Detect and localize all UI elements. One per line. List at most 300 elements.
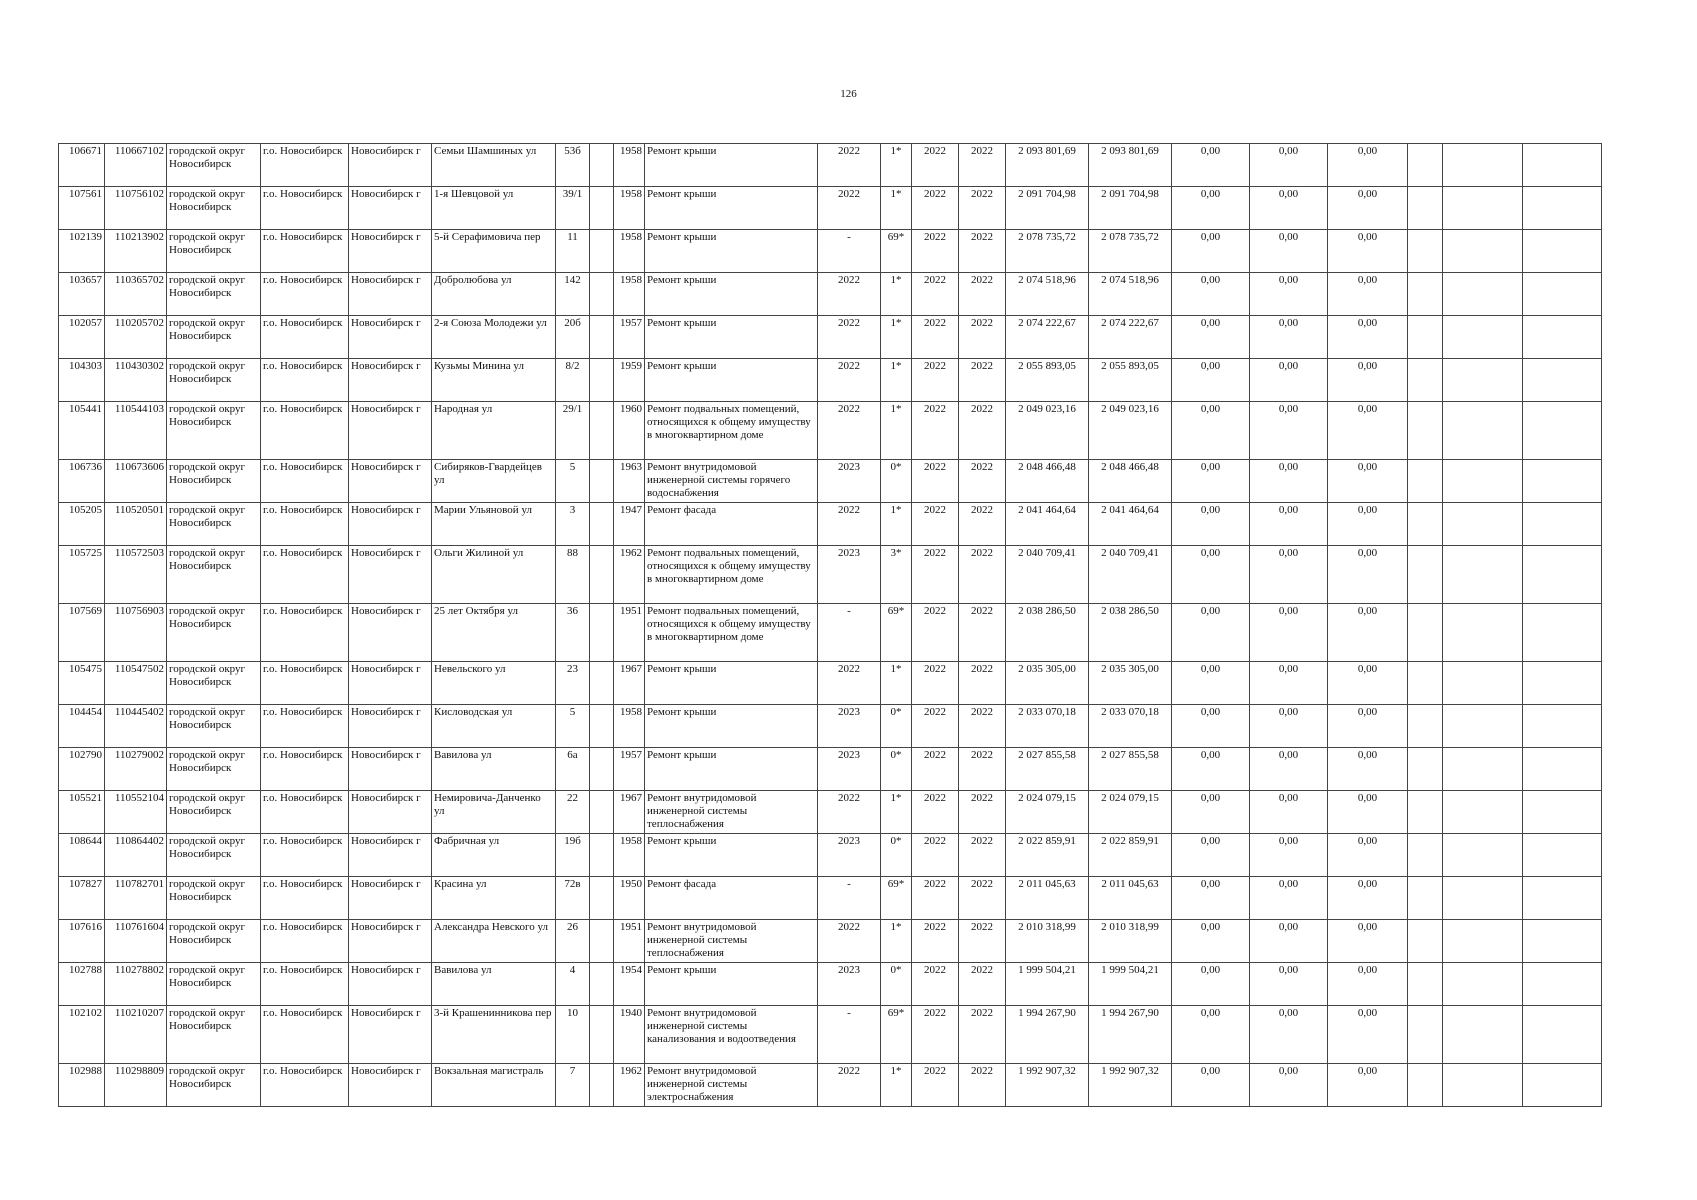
street-cell: Кузьмы Минина ул	[432, 359, 556, 402]
cost-fund-cell: 2 091 704,98	[1089, 187, 1172, 230]
plan-year-cell: 2022	[818, 316, 881, 359]
empty-cell	[1408, 273, 1443, 316]
table-row	[59, 748, 1602, 791]
table-row	[59, 460, 1602, 503]
empty-cell	[1408, 1064, 1443, 1107]
district-cell: городской округ Новосибирск	[167, 748, 261, 791]
street-cell: Народная ул	[432, 402, 556, 460]
city-cell: Новосибирск г	[349, 460, 432, 503]
empty-cell	[590, 1064, 614, 1107]
street-cell: Семьи Шамшиных ул	[432, 144, 556, 187]
object-id-cell: 103657	[59, 273, 105, 316]
empty-cell	[1443, 402, 1523, 460]
work-type-cell: Ремонт крыши	[645, 144, 818, 187]
end-year-cell: 2022	[959, 359, 1006, 402]
value-1-cell: 0,00	[1172, 963, 1250, 1006]
start-year-cell: 2022	[912, 144, 959, 187]
work-type-cell: Ремонт крыши	[645, 230, 818, 273]
empty-cell	[1523, 1006, 1602, 1064]
house-cell: 10	[556, 1006, 590, 1064]
year-built-cell: 1954	[614, 963, 645, 1006]
value-2-cell: 0,00	[1250, 1064, 1328, 1107]
work-type-cell: Ремонт крыши	[645, 662, 818, 705]
cost-total-cell: 2 041 464,64	[1006, 503, 1089, 546]
house-cell: 4	[556, 963, 590, 1006]
page-number: 126	[840, 88, 857, 100]
work-type-cell: Ремонт крыши	[645, 834, 818, 877]
object-code-cell: 110213902	[105, 230, 167, 273]
mark-cell: 1*	[881, 273, 912, 316]
house-cell: 11	[556, 230, 590, 273]
house-cell: 3	[556, 503, 590, 546]
empty-cell	[590, 791, 614, 834]
start-year-cell: 2022	[912, 791, 959, 834]
cost-total-cell: 2 078 735,72	[1006, 230, 1089, 273]
object-id-cell: 102057	[59, 316, 105, 359]
district-cell: городской округ Новосибирск	[167, 316, 261, 359]
table-row	[59, 662, 1602, 705]
mark-cell: 1*	[881, 144, 912, 187]
object-id-cell: 104454	[59, 705, 105, 748]
go-cell: г.о. Новосибирск	[261, 963, 349, 1006]
empty-cell	[1408, 705, 1443, 748]
district-cell: городской округ Новосибирск	[167, 402, 261, 460]
go-cell: г.о. Новосибирск	[261, 877, 349, 920]
house-cell: 23	[556, 662, 590, 705]
mark-cell: 1*	[881, 359, 912, 402]
city-cell: Новосибирск г	[349, 791, 432, 834]
house-cell: 6а	[556, 748, 590, 791]
object-id-cell: 104303	[59, 359, 105, 402]
value-3-cell: 0,00	[1328, 1006, 1408, 1064]
empty-cell	[1408, 1006, 1443, 1064]
street-cell: 25 лет Октября ул	[432, 604, 556, 662]
start-year-cell: 2022	[912, 546, 959, 604]
district-cell: городской округ Новосибирск	[167, 144, 261, 187]
end-year-cell: 2022	[959, 705, 1006, 748]
end-year-cell: 2022	[959, 546, 1006, 604]
work-type-cell: Ремонт крыши	[645, 187, 818, 230]
city-cell: Новосибирск г	[349, 748, 432, 791]
end-year-cell: 2022	[959, 273, 1006, 316]
go-cell: г.о. Новосибирск	[261, 1006, 349, 1064]
object-code-cell: 110864402	[105, 834, 167, 877]
empty-cell	[1408, 230, 1443, 273]
house-cell: 53б	[556, 144, 590, 187]
empty-cell	[1523, 791, 1602, 834]
end-year-cell: 2022	[959, 144, 1006, 187]
empty-cell	[1443, 1064, 1523, 1107]
empty-cell	[1443, 834, 1523, 877]
street-cell: Невельского ул	[432, 662, 556, 705]
year-built-cell: 1958	[614, 273, 645, 316]
value-1-cell: 0,00	[1172, 402, 1250, 460]
table-row	[59, 877, 1602, 920]
plan-year-cell: 2023	[818, 546, 881, 604]
cost-total-cell: 2 049 023,16	[1006, 402, 1089, 460]
start-year-cell: 2022	[912, 460, 959, 503]
year-built-cell: 1958	[614, 144, 645, 187]
start-year-cell: 2022	[912, 705, 959, 748]
value-3-cell: 0,00	[1328, 920, 1408, 963]
empty-cell	[1523, 877, 1602, 920]
mark-cell: 0*	[881, 705, 912, 748]
value-3-cell: 0,00	[1328, 503, 1408, 546]
city-cell: Новосибирск г	[349, 316, 432, 359]
start-year-cell: 2022	[912, 230, 959, 273]
table-row	[59, 1006, 1602, 1064]
mark-cell: 1*	[881, 187, 912, 230]
house-cell: 7	[556, 1064, 590, 1107]
cost-fund-cell: 2 038 286,50	[1089, 604, 1172, 662]
value-1-cell: 0,00	[1172, 359, 1250, 402]
empty-cell	[590, 963, 614, 1006]
value-3-cell: 0,00	[1328, 604, 1408, 662]
value-3-cell: 0,00	[1328, 877, 1408, 920]
cost-fund-cell: 2 027 855,58	[1089, 748, 1172, 791]
work-type-cell: Ремонт крыши	[645, 273, 818, 316]
year-built-cell: 1950	[614, 877, 645, 920]
start-year-cell: 2022	[912, 359, 959, 402]
city-cell: Новосибирск г	[349, 877, 432, 920]
mark-cell: 3*	[881, 546, 912, 604]
street-cell: Ольги Жилиной ул	[432, 546, 556, 604]
value-3-cell: 0,00	[1328, 791, 1408, 834]
registry-table	[58, 143, 1602, 1107]
value-1-cell: 0,00	[1172, 144, 1250, 187]
value-1-cell: 0,00	[1172, 791, 1250, 834]
end-year-cell: 2022	[959, 834, 1006, 877]
mark-cell: 69*	[881, 877, 912, 920]
empty-cell	[1523, 316, 1602, 359]
value-2-cell: 0,00	[1250, 834, 1328, 877]
year-built-cell: 1957	[614, 748, 645, 791]
cost-fund-cell: 2 055 893,05	[1089, 359, 1172, 402]
plan-year-cell: 2022	[818, 1064, 881, 1107]
value-2-cell: 0,00	[1250, 920, 1328, 963]
empty-cell	[590, 503, 614, 546]
empty-cell	[1443, 273, 1523, 316]
empty-cell	[590, 920, 614, 963]
mark-cell: 1*	[881, 1064, 912, 1107]
year-built-cell: 1958	[614, 187, 645, 230]
table-row	[59, 546, 1602, 604]
go-cell: г.о. Новосибирск	[261, 402, 349, 460]
empty-cell	[590, 546, 614, 604]
value-3-cell: 0,00	[1328, 705, 1408, 748]
street-cell: Добролюбова ул	[432, 273, 556, 316]
plan-year-cell: 2022	[818, 359, 881, 402]
empty-cell	[1443, 316, 1523, 359]
work-type-cell: Ремонт подвальных помещений, относящихся к общему имуществу в многоквартирном доме	[645, 402, 818, 460]
end-year-cell: 2022	[959, 604, 1006, 662]
object-id-cell: 105205	[59, 503, 105, 546]
house-cell: 88	[556, 546, 590, 604]
value-2-cell: 0,00	[1250, 604, 1328, 662]
empty-cell	[590, 359, 614, 402]
street-cell: 5-й Серафимовича пер	[432, 230, 556, 273]
end-year-cell: 2022	[959, 662, 1006, 705]
empty-cell	[1408, 503, 1443, 546]
start-year-cell: 2022	[912, 963, 959, 1006]
go-cell: г.о. Новосибирск	[261, 359, 349, 402]
plan-year-cell: -	[818, 877, 881, 920]
empty-cell	[1443, 460, 1523, 503]
cost-total-cell: 1 992 907,32	[1006, 1064, 1089, 1107]
work-type-cell: Ремонт крыши	[645, 359, 818, 402]
go-cell: г.о. Новосибирск	[261, 1064, 349, 1107]
empty-cell	[1443, 662, 1523, 705]
cost-total-cell: 2 091 704,98	[1006, 187, 1089, 230]
value-2-cell: 0,00	[1250, 1006, 1328, 1064]
end-year-cell: 2022	[959, 1006, 1006, 1064]
table-row	[59, 402, 1602, 460]
table-row	[59, 187, 1602, 230]
cost-total-cell: 1 994 267,90	[1006, 1006, 1089, 1064]
street-cell: Вокзальная магистраль	[432, 1064, 556, 1107]
end-year-cell: 2022	[959, 503, 1006, 546]
table-row	[59, 316, 1602, 359]
object-id-cell: 106736	[59, 460, 105, 503]
table-row	[59, 791, 1602, 834]
object-code-cell: 110430302	[105, 359, 167, 402]
end-year-cell: 2022	[959, 920, 1006, 963]
value-3-cell: 0,00	[1328, 316, 1408, 359]
empty-cell	[1408, 546, 1443, 604]
mark-cell: 0*	[881, 748, 912, 791]
district-cell: городской округ Новосибирск	[167, 359, 261, 402]
table-row	[59, 144, 1602, 187]
district-cell: городской округ Новосибирск	[167, 1064, 261, 1107]
go-cell: г.о. Новосибирск	[261, 662, 349, 705]
mark-cell: 69*	[881, 604, 912, 662]
empty-cell	[1408, 963, 1443, 1006]
mark-cell: 1*	[881, 920, 912, 963]
year-built-cell: 1951	[614, 604, 645, 662]
value-2-cell: 0,00	[1250, 705, 1328, 748]
empty-cell	[590, 316, 614, 359]
value-1-cell: 0,00	[1172, 316, 1250, 359]
value-2-cell: 0,00	[1250, 662, 1328, 705]
end-year-cell: 2022	[959, 877, 1006, 920]
object-code-cell: 110520501	[105, 503, 167, 546]
object-code-cell: 110210207	[105, 1006, 167, 1064]
house-cell: 36	[556, 604, 590, 662]
cost-total-cell: 2 093 801,69	[1006, 144, 1089, 187]
year-built-cell: 1947	[614, 503, 645, 546]
object-id-cell: 107561	[59, 187, 105, 230]
plan-year-cell: 2022	[818, 662, 881, 705]
city-cell: Новосибирск г	[349, 359, 432, 402]
work-type-cell: Ремонт крыши	[645, 748, 818, 791]
object-code-cell: 110445402	[105, 705, 167, 748]
start-year-cell: 2022	[912, 834, 959, 877]
object-code-cell: 110552104	[105, 791, 167, 834]
go-cell: г.о. Новосибирск	[261, 460, 349, 503]
go-cell: г.о. Новосибирск	[261, 920, 349, 963]
work-type-cell: Ремонт крыши	[645, 316, 818, 359]
empty-cell	[1443, 748, 1523, 791]
table-row	[59, 503, 1602, 546]
value-1-cell: 0,00	[1172, 604, 1250, 662]
plan-year-cell: 2023	[818, 834, 881, 877]
cost-fund-cell: 2 040 709,41	[1089, 546, 1172, 604]
value-3-cell: 0,00	[1328, 273, 1408, 316]
city-cell: Новосибирск г	[349, 187, 432, 230]
cost-fund-cell: 2 011 045,63	[1089, 877, 1172, 920]
value-3-cell: 0,00	[1328, 144, 1408, 187]
empty-cell	[590, 144, 614, 187]
work-type-cell: Ремонт фасада	[645, 503, 818, 546]
work-type-cell: Ремонт внутридомовой инженерной системы канализования и водоотведения	[645, 1006, 818, 1064]
cost-total-cell: 2 038 286,50	[1006, 604, 1089, 662]
object-id-cell: 102788	[59, 963, 105, 1006]
empty-cell	[1408, 359, 1443, 402]
plan-year-cell: 2023	[818, 460, 881, 503]
empty-cell	[590, 273, 614, 316]
object-id-cell: 107827	[59, 877, 105, 920]
empty-cell	[1443, 963, 1523, 1006]
street-cell: Вавилова ул	[432, 748, 556, 791]
cost-fund-cell: 2 035 305,00	[1089, 662, 1172, 705]
work-type-cell: Ремонт подвальных помещений, относящихся к общему имуществу в многоквартирном доме	[645, 546, 818, 604]
city-cell: Новосибирск г	[349, 662, 432, 705]
end-year-cell: 2022	[959, 748, 1006, 791]
start-year-cell: 2022	[912, 503, 959, 546]
empty-cell	[1443, 503, 1523, 546]
district-cell: городской округ Новосибирск	[167, 1006, 261, 1064]
street-cell: Кисловодская ул	[432, 705, 556, 748]
mark-cell: 1*	[881, 316, 912, 359]
end-year-cell: 2022	[959, 963, 1006, 1006]
work-type-cell: Ремонт внутридомовой инженерной системы горячего водоснабжения	[645, 460, 818, 503]
value-1-cell: 0,00	[1172, 748, 1250, 791]
empty-cell	[1408, 402, 1443, 460]
empty-cell	[590, 877, 614, 920]
street-cell: Александра Невского ул	[432, 920, 556, 963]
empty-cell	[590, 705, 614, 748]
work-type-cell: Ремонт внутридомовой инженерной системы теплоснабжения	[645, 920, 818, 963]
empty-cell	[1443, 604, 1523, 662]
year-built-cell: 1951	[614, 920, 645, 963]
object-code-cell: 110365702	[105, 273, 167, 316]
house-cell: 20б	[556, 316, 590, 359]
house-cell: 8/2	[556, 359, 590, 402]
mark-cell: 69*	[881, 230, 912, 273]
value-3-cell: 0,00	[1328, 834, 1408, 877]
value-2-cell: 0,00	[1250, 748, 1328, 791]
value-2-cell: 0,00	[1250, 963, 1328, 1006]
work-type-cell: Ремонт крыши	[645, 705, 818, 748]
cost-total-cell: 1 999 504,21	[1006, 963, 1089, 1006]
cost-fund-cell: 2 010 318,99	[1089, 920, 1172, 963]
empty-cell	[1408, 187, 1443, 230]
plan-year-cell: 2023	[818, 963, 881, 1006]
year-built-cell: 1962	[614, 1064, 645, 1107]
object-id-cell: 105521	[59, 791, 105, 834]
empty-cell	[590, 748, 614, 791]
object-id-cell: 107616	[59, 920, 105, 963]
plan-year-cell: 2023	[818, 748, 881, 791]
object-code-cell: 110756903	[105, 604, 167, 662]
empty-cell	[590, 662, 614, 705]
street-cell: Фабричная ул	[432, 834, 556, 877]
street-cell: Немировича-Данченко ул	[432, 791, 556, 834]
empty-cell	[590, 230, 614, 273]
empty-cell	[1408, 316, 1443, 359]
city-cell: Новосибирск г	[349, 834, 432, 877]
object-id-cell: 108644	[59, 834, 105, 877]
value-3-cell: 0,00	[1328, 963, 1408, 1006]
start-year-cell: 2022	[912, 273, 959, 316]
object-code-cell: 110667102	[105, 144, 167, 187]
city-cell: Новосибирск г	[349, 503, 432, 546]
mark-cell: 0*	[881, 963, 912, 1006]
object-id-cell: 105441	[59, 402, 105, 460]
cost-total-cell: 2 074 518,96	[1006, 273, 1089, 316]
value-3-cell: 0,00	[1328, 187, 1408, 230]
start-year-cell: 2022	[912, 1006, 959, 1064]
empty-cell	[1523, 963, 1602, 1006]
empty-cell	[1523, 662, 1602, 705]
start-year-cell: 2022	[912, 402, 959, 460]
district-cell: городской округ Новосибирск	[167, 662, 261, 705]
district-cell: городской округ Новосибирск	[167, 963, 261, 1006]
cost-total-cell: 2 033 070,18	[1006, 705, 1089, 748]
empty-cell	[1443, 230, 1523, 273]
house-cell: 29/1	[556, 402, 590, 460]
value-2-cell: 0,00	[1250, 359, 1328, 402]
value-3-cell: 0,00	[1328, 230, 1408, 273]
end-year-cell: 2022	[959, 402, 1006, 460]
object-id-cell: 102790	[59, 748, 105, 791]
go-cell: г.о. Новосибирск	[261, 748, 349, 791]
district-cell: городской округ Новосибирск	[167, 920, 261, 963]
empty-cell	[1443, 187, 1523, 230]
district-cell: городской округ Новосибирск	[167, 791, 261, 834]
house-cell: 5	[556, 705, 590, 748]
go-cell: г.о. Новосибирск	[261, 705, 349, 748]
table-row	[59, 920, 1602, 963]
object-id-cell: 102102	[59, 1006, 105, 1064]
cost-total-cell: 2 048 466,48	[1006, 460, 1089, 503]
empty-cell	[1523, 187, 1602, 230]
value-2-cell: 0,00	[1250, 877, 1328, 920]
empty-cell	[1523, 748, 1602, 791]
city-cell: Новосибирск г	[349, 402, 432, 460]
value-3-cell: 0,00	[1328, 460, 1408, 503]
year-built-cell: 1963	[614, 460, 645, 503]
district-cell: городской округ Новосибирск	[167, 604, 261, 662]
year-built-cell: 1962	[614, 546, 645, 604]
cost-fund-cell: 2 074 518,96	[1089, 273, 1172, 316]
object-id-cell: 102139	[59, 230, 105, 273]
empty-cell	[1443, 705, 1523, 748]
object-code-cell: 110298809	[105, 1064, 167, 1107]
object-code-cell: 110205702	[105, 316, 167, 359]
end-year-cell: 2022	[959, 187, 1006, 230]
plan-year-cell: -	[818, 230, 881, 273]
go-cell: г.о. Новосибирск	[261, 546, 349, 604]
street-cell: Марии Ульяновой ул	[432, 503, 556, 546]
go-cell: г.о. Новосибирск	[261, 144, 349, 187]
year-built-cell: 1957	[614, 316, 645, 359]
year-built-cell: 1967	[614, 662, 645, 705]
cost-fund-cell: 1 994 267,90	[1089, 1006, 1172, 1064]
cost-fund-cell: 2 048 466,48	[1089, 460, 1172, 503]
object-code-cell: 110547502	[105, 662, 167, 705]
empty-cell	[1523, 460, 1602, 503]
